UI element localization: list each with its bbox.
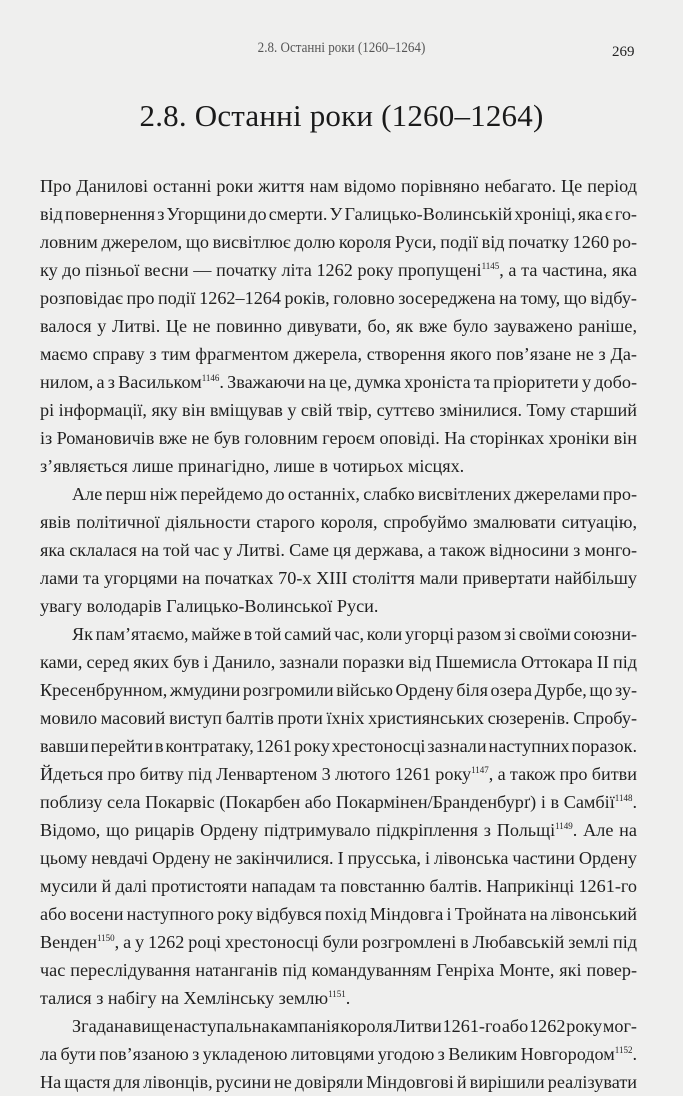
line-text: Венден: [40, 932, 97, 952]
text-line: [40, 704, 637, 732]
text-line: [40, 872, 637, 900]
line-text: маємо справу з тим фрагментом джерела, створення якого пов’язане не з Да-: [40, 344, 637, 364]
line-text: рі інформації, яку він вміщував у свій твір, суттєво змінилися. Тому старший: [40, 400, 637, 420]
text-line: [40, 340, 637, 368]
line-text: увагу володарів Галицько-Волинської Руси.: [40, 596, 379, 616]
text-line: [40, 956, 637, 984]
text-line: [40, 984, 637, 1012]
line-text: Але перш ніж перейдемо до останніх, слабко висвітлених джерелами про-: [72, 484, 637, 504]
body-text: [40, 172, 637, 1096]
line-text: із Романовичів вже не був головним героєм оповіді. На сторінках хроніки він: [40, 428, 637, 448]
text-line: [40, 1040, 637, 1068]
running-head: 2.8. Останні роки (1260–1264): [257, 40, 426, 56]
text-line: [40, 928, 637, 956]
text-line: [40, 1068, 637, 1096]
footnote-ref[interactable]: 1151: [328, 989, 346, 999]
line-text: Відомо, що рицарів Ордену підтримувало підкріплення з Польщі: [40, 820, 556, 840]
text-line: [40, 508, 637, 536]
text-line: [40, 1012, 637, 1040]
text-line: [40, 424, 637, 452]
text-line: [40, 312, 637, 340]
line-text: мовило масовий виступ балтів проти їхніх християнських сюзеренів. Спробу-: [40, 708, 637, 728]
text-line: [40, 284, 637, 312]
line-text-after: .: [345, 988, 351, 1008]
text-line: [40, 844, 637, 872]
line-text: час переслідування натанганів під командуванням Генріха Монте, які повер-: [40, 960, 637, 980]
line-text: вавши перейти в контратаку, 1261 року хрестоносці зазнали наступних поразок.: [40, 736, 637, 756]
line-text: явів політичної діяльности старого короля, спробуймо змалювати ситуацію,: [40, 512, 637, 532]
text-line: [40, 200, 637, 228]
line-text-after: , а також про битви: [488, 764, 637, 784]
text-line: [40, 676, 637, 704]
line-text: яка склалася на той час у Литві. Саме ця держава, а також відносини з монго-: [40, 540, 637, 560]
text-line: [40, 732, 637, 760]
line-text: На щастя для лівонців, русини не довіряли Міндовгові й вирішили реалізувати: [40, 1072, 637, 1092]
line-text: розповідає про події 1262–1264 років, головно зосереджена на тому, що відбу-: [40, 288, 637, 308]
text-line: [40, 452, 637, 480]
line-text-after: . Але на: [572, 820, 637, 840]
line-text: мусили й далі протистояти нападам та повстанню балтів. Наприкінці 1261-го: [40, 876, 637, 896]
text-line: [40, 228, 637, 256]
footnote-ref[interactable]: 1145: [481, 261, 500, 271]
footnote-ref[interactable]: 1152: [614, 1045, 633, 1055]
chapter-title: 2.8. Останні роки (1260–1264): [139, 98, 544, 133]
line-text: ками, серед яких був і Данило, зазнали поразки від Пшемисла Оттокара II під: [40, 652, 637, 672]
line-text: з’являється лише принагідно, лише в чотирьох місцях.: [40, 456, 465, 476]
text-line: [40, 172, 637, 200]
text-line: [40, 648, 637, 676]
text-line: [40, 816, 637, 844]
line-text-after: , а та частина, яка: [499, 260, 637, 280]
text-line: [40, 592, 637, 620]
text-line: [40, 564, 637, 592]
text-line: [40, 368, 637, 396]
text-line: [40, 620, 637, 648]
line-text: лами та угорцями на початках 70-х XIII століття мали привертати найбільшу: [40, 568, 637, 588]
line-text-after: . Зважаючи на це, думка хроніста та пріоритети у добо-: [219, 372, 638, 392]
line-text: Як пам’ятаємо, майже в той самий час, коли угорці разом зі своїми союзни-: [72, 624, 637, 644]
line-text-after: .: [632, 792, 637, 812]
line-text: або восени наступного року відбувся похід Міндовга і Тройната на лівонський: [40, 904, 637, 924]
line-text: Згадана вище наступальна кампанія короля Литви 1261-го або 1262 року мог-: [72, 1016, 637, 1036]
line-text-after: , а у 1262 році хрестоносці були розгромлені в Любавській землі під: [114, 932, 637, 952]
footnote-ref[interactable]: 1146: [201, 373, 220, 383]
footnote-ref[interactable]: 1148: [614, 793, 633, 803]
line-text: нилом, а з Васильком: [40, 372, 202, 392]
line-text: цьому невдачі Ордену не закінчилися. І прусська, і лівонська частини Ордену: [40, 848, 637, 868]
line-text: ла бути пов’язаною з укладеною литовцями угодою з Великим Новгородом: [40, 1044, 615, 1064]
line-text: Кресенбрунном, жмудини розгромили військо Ордену біля озера Дурбе, що зу-: [40, 680, 637, 700]
line-text: Йдеться про битву під Ленвартеном 3 лютого 1261 року: [40, 764, 472, 784]
line-text: ловним джерелом, що висвітлює долю короля Руси, події від початку 1260 ро-: [40, 232, 637, 252]
text-line: [40, 256, 637, 284]
line-text: ку до пізньої весни — початку літа 1262 року пропущені: [40, 260, 482, 280]
line-text-after: .: [632, 1044, 637, 1064]
line-text: талися з набігу на Хемлінську землю: [40, 988, 329, 1008]
text-line: [40, 900, 637, 928]
line-text: поблизу села Покарвіс (Покарбен або Покармінен/Бранденбурґ) і в Самбії: [40, 792, 615, 812]
page-number: 269: [612, 44, 635, 60]
line-text: Про Данилові останні роки життя нам відомо порівняно небагато. Це період: [40, 176, 637, 196]
text-line: [40, 760, 637, 788]
line-text: валося у Литві. Це не повинно дивувати, бо, як вже було зауважено раніше,: [40, 316, 637, 336]
footnote-ref[interactable]: 1149: [555, 821, 573, 831]
text-line: [40, 536, 637, 564]
text-line: [40, 788, 637, 816]
footnote-ref[interactable]: 1147: [471, 765, 489, 775]
text-line: [40, 480, 637, 508]
footnote-ref[interactable]: 1150: [97, 933, 115, 943]
text-line: [40, 396, 637, 424]
line-text: від повернення з Угорщини до смерти. У Галицько-Волинській хроніці, яка є го-: [40, 204, 637, 224]
